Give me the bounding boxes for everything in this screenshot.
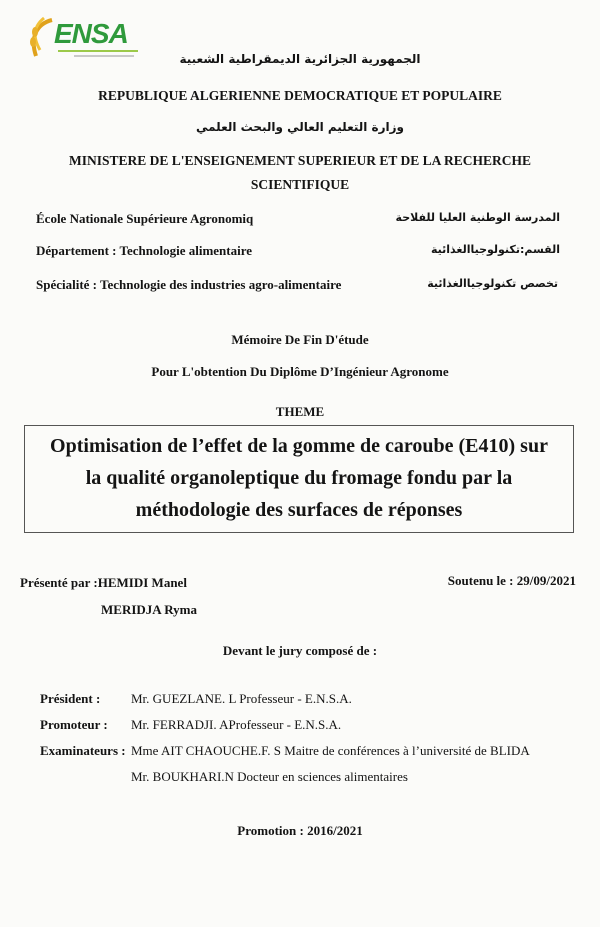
school-ar: المدرسة الوطنية العليا للفلاحة xyxy=(395,211,560,224)
arabic-republic: الجمهورية الجزائرية الديمقراطية الشعبية xyxy=(179,52,421,66)
ministry-line-1: MINISTERE DE L'ENSEIGNEMENT SUPERIEUR ET DE LA RECHERCHE xyxy=(69,153,531,168)
promoteur-label: Promoteur : xyxy=(40,717,108,732)
theme-label: THEME xyxy=(275,404,325,419)
theme-line-1: Optimisation de l’effet de la gomme de caroube (E410) sur xyxy=(50,435,548,457)
theme-line-3: méthodologie des surfaces de réponses xyxy=(135,499,463,521)
presented-by: Présenté par :HEMIDI Manel xyxy=(20,575,187,590)
school-fr: École Nationale Supérieure Agronomiq xyxy=(36,211,254,226)
department-ar: القسم:تكنولوجياالغذائية xyxy=(430,243,560,256)
theme-title-box xyxy=(24,425,574,533)
examinateur-2: Mr. BOUKHARI.N Docteur en sciences alimentaires xyxy=(131,769,408,784)
president-value: Mr. GUEZLANE. L Professeur - E.N.S.A. xyxy=(131,691,352,706)
president-label: Président : xyxy=(40,691,101,706)
promotion: Promotion : 2016/2021 xyxy=(237,823,363,838)
logo-text: ENSA xyxy=(54,18,128,49)
specialty-ar: تخصص تكنولوجياالغذائية xyxy=(427,277,558,290)
theme-line-2: la qualité organoleptique du fromage fondu par la xyxy=(85,467,513,489)
memoire-line-2: Pour L'obtention Du Diplôme D’Ingénieur Agronome xyxy=(151,364,449,379)
memoire-line-1: Mémoire De Fin D'étude xyxy=(231,332,369,347)
promoteur-value: Mr. FERRADJI. AProfesseur - E.N.S.A. xyxy=(131,717,342,732)
department-fr: Département : Technologie alimentaire xyxy=(36,243,253,258)
examinateur-1: Mme AIT CHAOUCHE.F. S Maitre de conférences à l’université de BLIDA xyxy=(131,743,530,758)
arabic-ministry: وزارة التعليم العالي والبحث العلمي xyxy=(195,120,405,134)
jury-heading: Devant le jury composé de : xyxy=(222,643,378,658)
republic-title: REPUBLIQUE ALGERIENNE DEMOCRATIQUE ET POPULAIRE xyxy=(98,88,502,103)
soutenu-date: Soutenu le : 29/09/2021 xyxy=(447,573,576,588)
presented-name-2: MERIDJA Ryma xyxy=(101,602,197,617)
examinateurs-label: Examinateurs : xyxy=(40,743,126,758)
specialty-fr: Spécialité : Technologie des industries agro-alimentaire xyxy=(36,277,342,292)
ministry-line-2: SCIENTIFIQUE xyxy=(250,177,350,192)
